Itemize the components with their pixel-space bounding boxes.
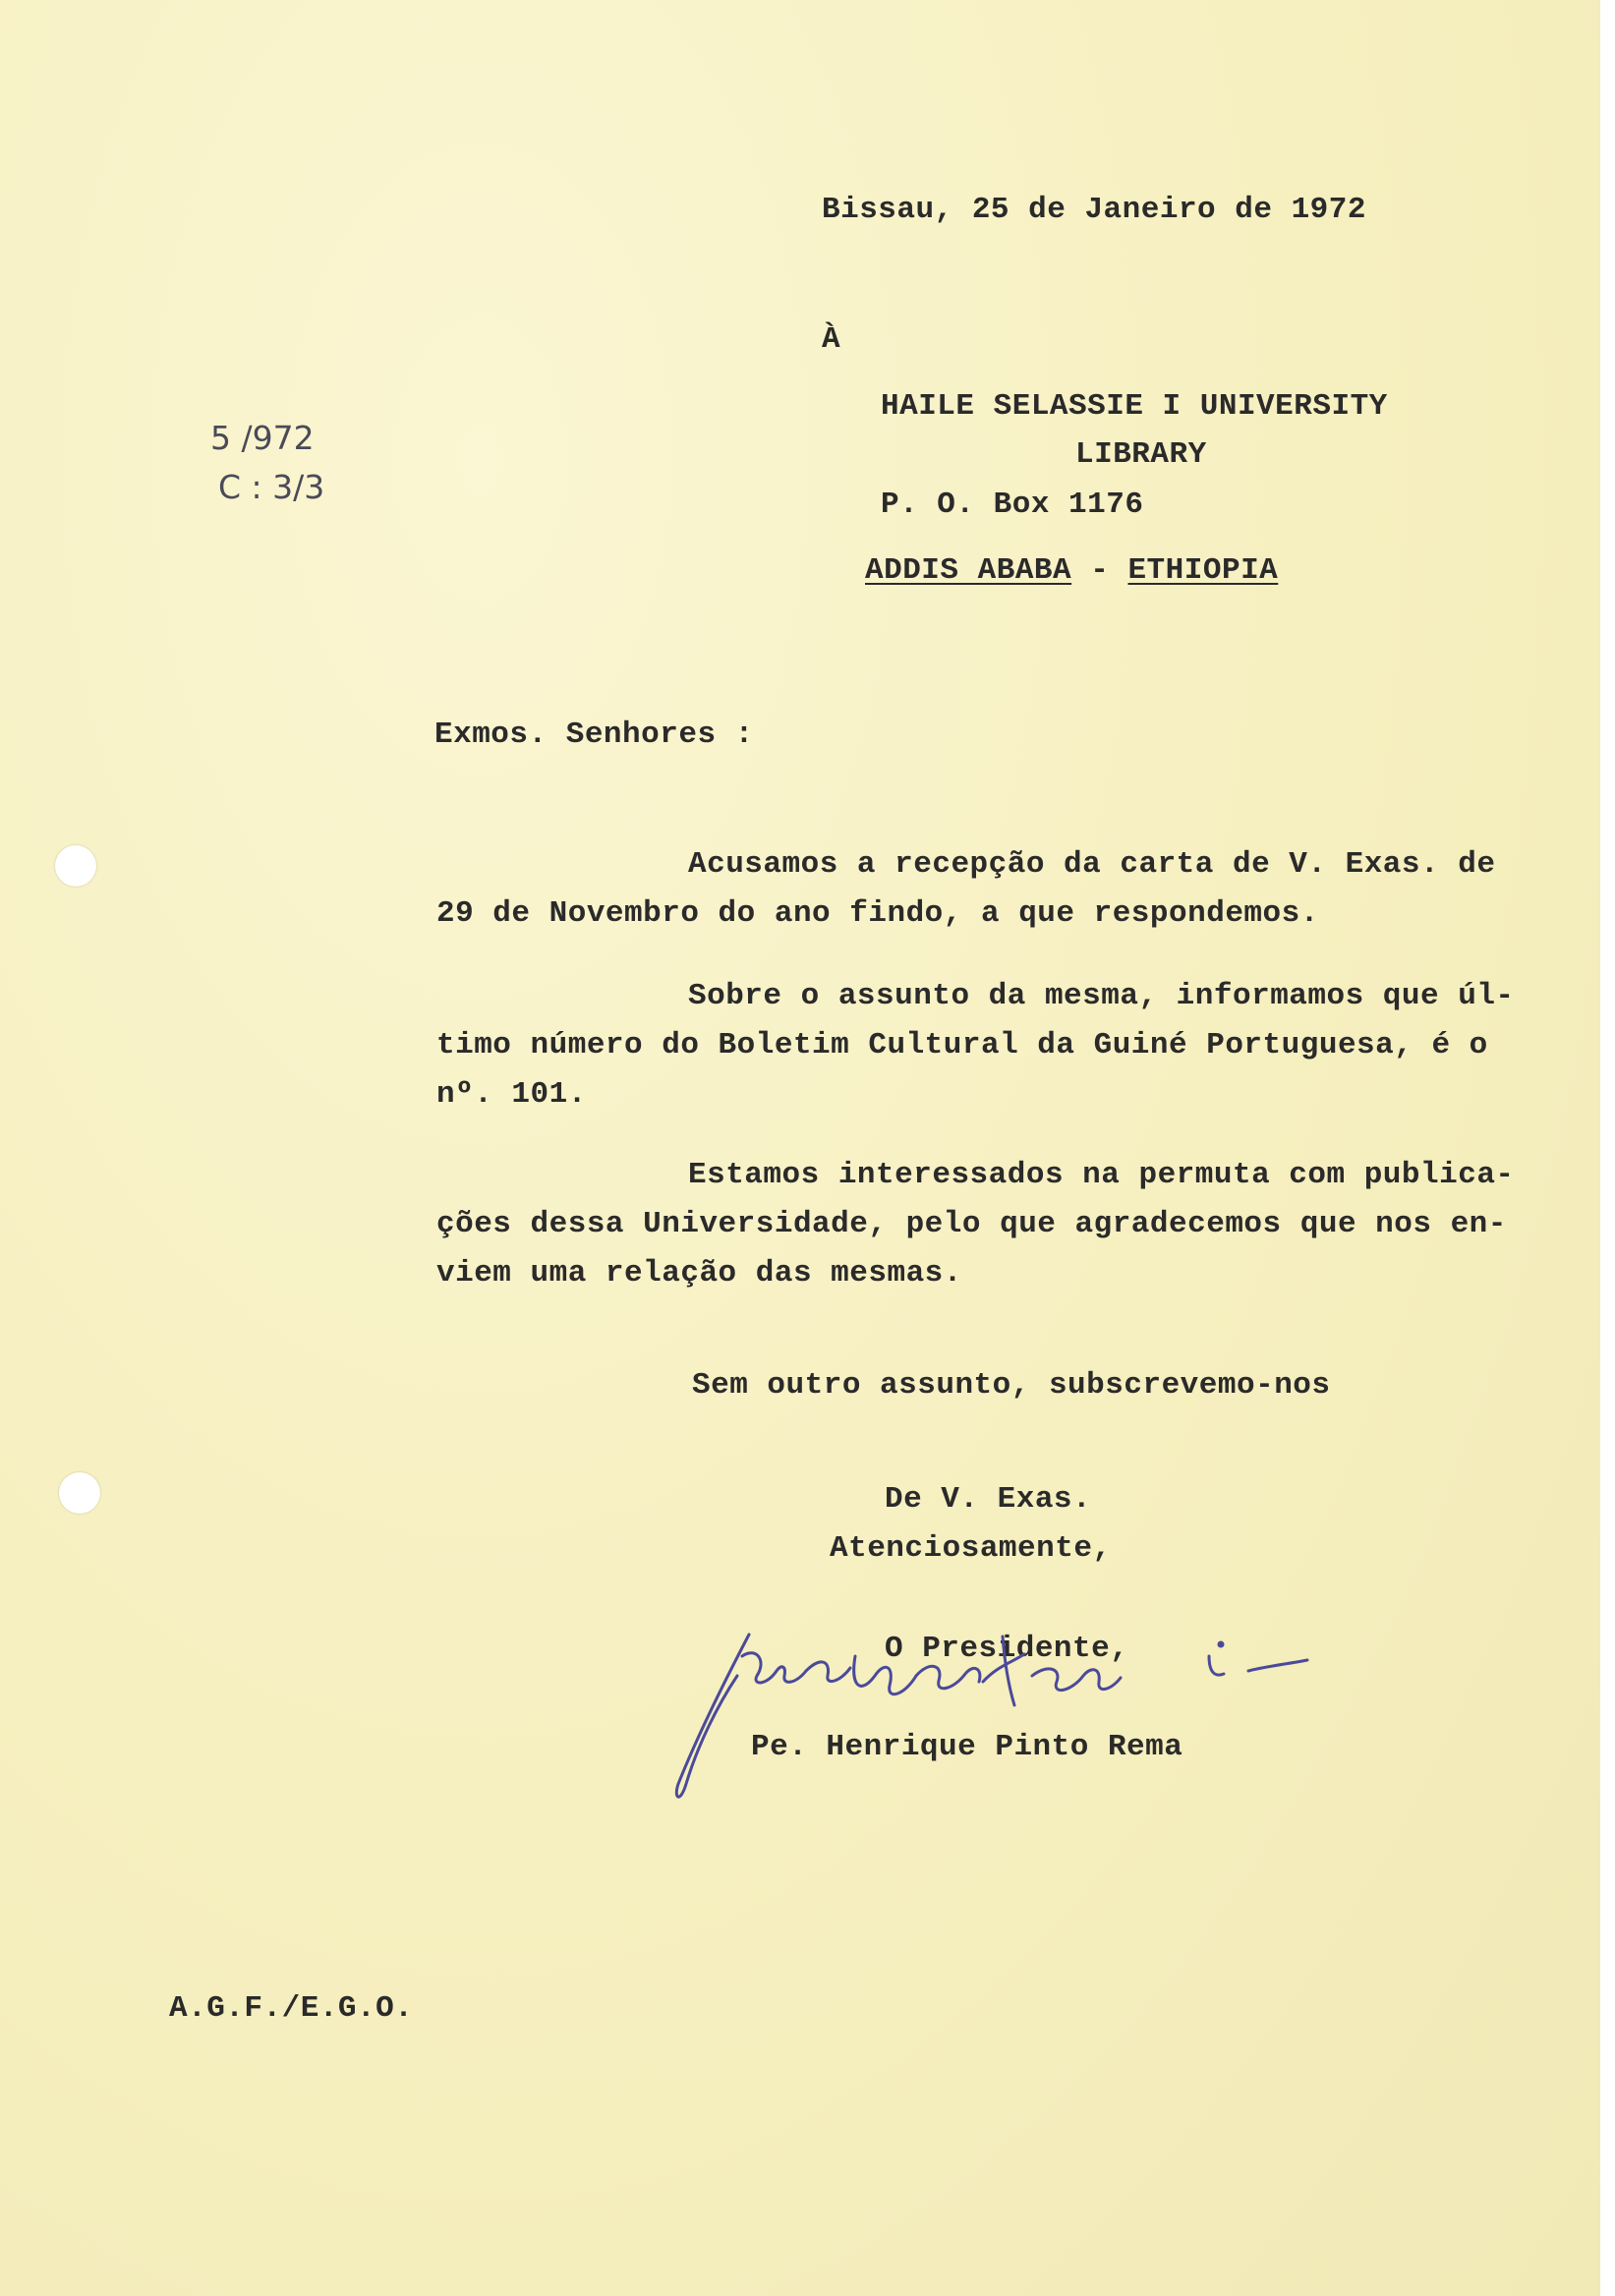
body-p2-line-1: Sobre o assunto da mesma, informamos que úl- <box>688 979 1515 1013</box>
place-date: Bissau, 25 de Janeiro de 1972 <box>822 193 1366 227</box>
recipient-country: ETHIOPIA <box>1127 553 1279 588</box>
signatory-name: Pe. Henrique Pinto Rema <box>751 1730 1183 1764</box>
to-marker: À <box>822 322 841 357</box>
scan-margin <box>1600 0 1615 2296</box>
body-p4: Sem outro assunto, subscrevemo-nos <box>692 1368 1331 1403</box>
closing-line-1: De V. Exas. <box>885 1482 1092 1517</box>
body-p2-line-2: timo número do Boletim Cultural da Guiné Portuguesa, é o <box>436 1028 1488 1062</box>
body-p3-line-3: viem uma relação das mesmas. <box>436 1256 962 1291</box>
body-p1-line-1: Acusamos a recepção da carta de V. Exas. de <box>688 847 1496 882</box>
body-p3-line-1: Estamos interessados na permuta com publica- <box>688 1158 1515 1192</box>
closing-title: O Presidente, <box>885 1632 1129 1666</box>
punch-hole-top <box>55 845 96 887</box>
recipient-separator: - <box>1071 553 1128 588</box>
body-p2-line-3: nº. 101. <box>436 1077 587 1112</box>
reference-number: 5 /972 <box>210 419 315 457</box>
salutation: Exmos. Senhores : <box>434 718 754 752</box>
punch-hole-bottom <box>59 1472 100 1514</box>
body-p3-line-2: ções dessa Universidade, pelo que agradecemos que nos en- <box>436 1207 1507 1241</box>
recipient-city-country <box>865 551 1278 591</box>
recipient-city: ADDIS ABABA <box>865 553 1072 588</box>
recipient-line-2: LIBRARY <box>1075 437 1207 472</box>
recipient-line-3: P. O. Box 1176 <box>881 488 1144 522</box>
handwritten-signature <box>659 1617 1445 1813</box>
body-p1-line-2: 29 de Novembro do ano findo, a que respondemos. <box>436 896 1319 931</box>
recipient-line-1: HAILE SELASSIE I UNIVERSITY <box>881 389 1388 424</box>
closing-line-2: Atenciosamente, <box>830 1531 1112 1566</box>
typist-initials: A.G.F./E.G.O. <box>169 1991 414 2026</box>
reference-file: C : 3/3 <box>218 468 325 506</box>
